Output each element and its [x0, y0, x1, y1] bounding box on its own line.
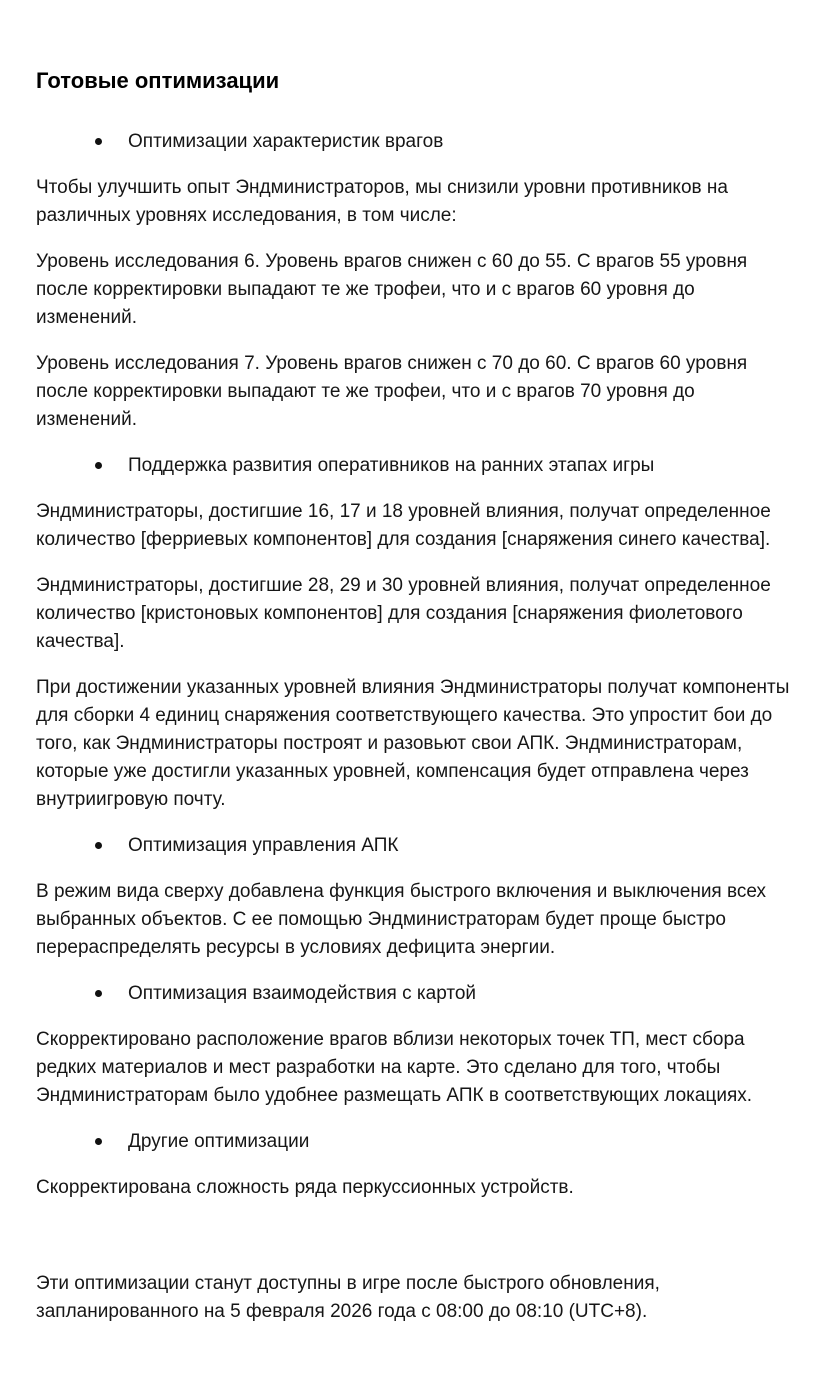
paragraph: При достижении указанных уровней влияния Эндминистраторы получат компоненты для сборки 4 единиц снаряжения соответствующего качества. Это упростит бои до того, как Эндминистраторы построят и разовьют свои АПК. Эндминистраторам, которые уже достигли указанных уровней, компенсация будет отправлена через внутриигровую почту. [36, 677, 790, 810]
paragraph: Уровень исследования 7. Уровень врагов снижен с 70 до 60. С врагов 60 уровня после корректировки выпадают те же трофеи, что и с врагов 70 уровня до изменений. [36, 353, 748, 430]
bullet-item [36, 832, 792, 860]
bullet-icon [95, 842, 102, 849]
bullet-icon [95, 1138, 102, 1145]
bullet-icon [95, 462, 102, 469]
paragraph: Скорректировано расположение врагов вблизи некоторых точек ТП, мест сбора редких материалов и мест разработки на карте. Это сделано для того, чтобы Эндминистраторам было удобнее размещать АПК в соответствующих локациях. [36, 1029, 753, 1106]
paragraph: Эндминистраторы, достигшие 28, 29 и 30 уровней влияния, получат определенное количество [кристоновых компонентов] для создания [снаряжения фиолетового качества]. [36, 575, 771, 652]
paragraph: Уровень исследования 6. Уровень врагов снижен с 60 до 55. С врагов 55 уровня после корректировки выпадают те же трофеи, что и с врагов 60 уровня до изменений. [36, 251, 748, 328]
bullet-item [36, 452, 792, 480]
bullet-item [36, 128, 792, 156]
bullet-label: Оптимизация управления АПК [128, 835, 399, 856]
bullet-label: Оптимизация взаимодействия с картой [128, 983, 477, 1004]
paragraph: Эндминистраторы, достигшие 16, 17 и 18 уровней влияния, получат определенное количество [ферриевых компонентов] для создания [снаряжения синего качества]. [36, 501, 771, 550]
bullet-label: Оптимизации характеристик врагов [128, 131, 444, 152]
bullet-icon [95, 990, 102, 997]
paragraph: Чтобы улучшить опыт Эндминистраторов, мы снизили уровни противников на различных уровнях исследования, в том числе: [36, 177, 728, 226]
release-schedule-note: Эти оптимизации станут доступны в игре после быстрого обновления, запланированного на 5 февраля 2026 года с 08:00 до 08:10 (UTC+8). [36, 1273, 660, 1322]
bullet-icon [95, 138, 102, 145]
bullet-item [36, 980, 792, 1008]
paragraph: Скорректирована сложность ряда перкуссионных устройств. [36, 1177, 574, 1198]
bullet-item [36, 1128, 792, 1156]
page-title: Готовые оптимизации [36, 68, 280, 93]
bullet-label: Другие оптимизации [128, 1131, 310, 1152]
paragraph: В режим вида сверху добавлена функция быстрого включения и выключения всех выбранных объектов. С ее помощью Эндминистраторам будет проще быстро перераспределять ресурсы в условиях дефицита энергии. [36, 881, 767, 958]
bullet-label: Поддержка развития оперативников на ранних этапах игры [128, 455, 655, 476]
